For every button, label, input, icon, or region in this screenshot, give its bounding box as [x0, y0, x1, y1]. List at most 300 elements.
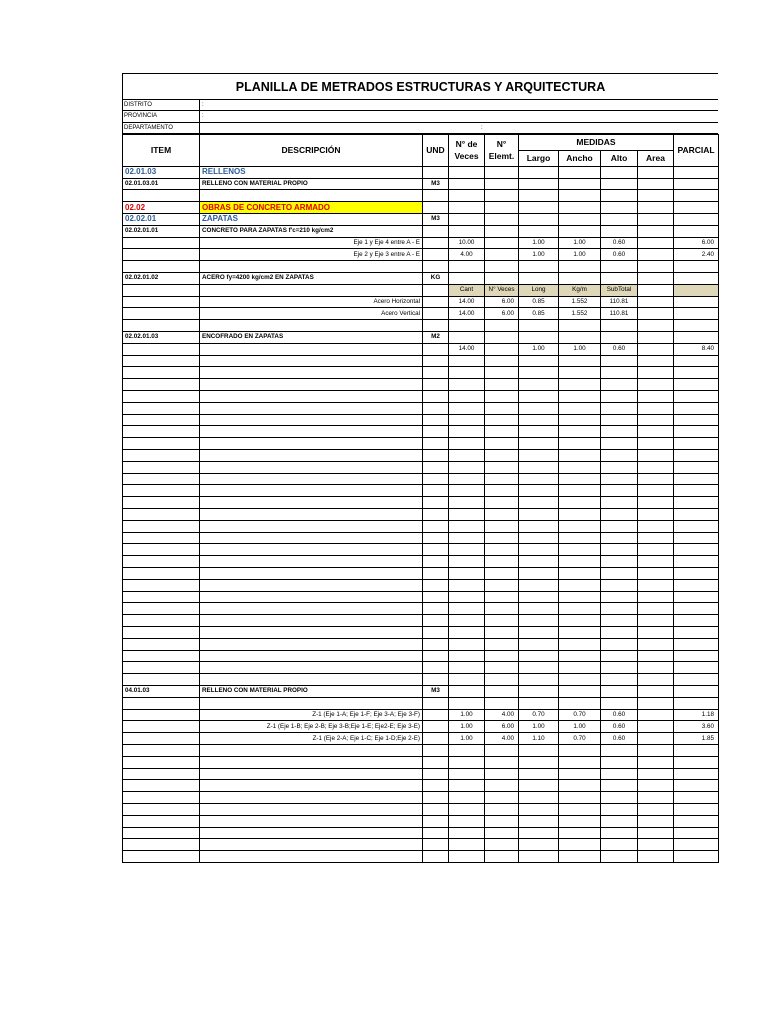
cell-ancho: [559, 485, 601, 497]
cell-ancho: 1.552: [559, 308, 601, 320]
cell-desc: [200, 438, 423, 450]
cell-parcial: [674, 166, 719, 178]
cell-veces: [449, 473, 485, 485]
cell-und: [423, 744, 449, 756]
info-colon: :: [202, 113, 204, 120]
cell-alto: [601, 450, 638, 462]
cell-area: [638, 650, 674, 662]
cell-ancho: [559, 450, 601, 462]
cell-parcial: [674, 579, 719, 591]
cell-parcial: [674, 768, 719, 780]
cell-parcial: [674, 650, 719, 662]
table-row: [123, 685, 719, 697]
cell-und: [423, 202, 449, 214]
cell-ancho: [559, 402, 601, 414]
cell-veces: [449, 851, 485, 863]
cell-parcial: [674, 756, 719, 768]
table-row: [123, 650, 719, 662]
table-row: [123, 438, 719, 450]
cell-und: [423, 284, 449, 296]
table-row: [123, 202, 719, 214]
cell-item: [123, 744, 200, 756]
cell-item: [123, 579, 200, 591]
cell-alto: [601, 225, 638, 237]
cell-largo: 1.00: [519, 343, 559, 355]
cell-ancho: [559, 166, 601, 178]
cell-veces: [449, 225, 485, 237]
cell-item: [123, 284, 200, 296]
table-row: [123, 638, 719, 650]
cell-veces: 1.00: [449, 709, 485, 721]
cell-area: [638, 166, 674, 178]
cell-item: [123, 615, 200, 627]
cell-parcial: [674, 615, 719, 627]
cell-desc: [200, 520, 423, 532]
cell-elem: [485, 685, 519, 697]
cell-desc: [200, 827, 423, 839]
cell-elem: [485, 261, 519, 273]
cell-elem: [485, 214, 519, 226]
cell-veces: [449, 190, 485, 202]
metrados-sheet: [122, 73, 718, 863]
cell-largo: [519, 638, 559, 650]
cell-veces: [449, 261, 485, 273]
cell-largo: [519, 426, 559, 438]
table-row: [123, 273, 719, 285]
cell-veces: [449, 768, 485, 780]
cell-ancho: [559, 509, 601, 521]
cell-elem: [485, 332, 519, 344]
cell-veces: [449, 214, 485, 226]
cell-veces: [449, 579, 485, 591]
table-row: [123, 709, 719, 721]
cell-ancho: [559, 803, 601, 815]
cell-elem: 6.00: [485, 296, 519, 308]
cell-largo: [519, 662, 559, 674]
header-item: ITEM: [123, 134, 200, 166]
cell-item: 04.01.03: [123, 685, 200, 697]
cell-item: [123, 450, 200, 462]
cell-largo: [519, 744, 559, 756]
cell-elem: [485, 674, 519, 686]
cell-largo: [519, 414, 559, 426]
cell-und: [423, 733, 449, 745]
cell-largo: 1.10: [519, 733, 559, 745]
cell-item: [123, 414, 200, 426]
cell-parcial: [674, 520, 719, 532]
cell-item: [123, 438, 200, 450]
cell-ancho: [559, 674, 601, 686]
cell-elem: 6.00: [485, 308, 519, 320]
cell-parcial: [674, 603, 719, 615]
cell-veces: Cant: [449, 284, 485, 296]
cell-area: [638, 450, 674, 462]
cell-desc: OBRAS DE CONCRETO ARMADO: [200, 202, 423, 214]
cell-desc: [200, 650, 423, 662]
cell-ancho: [559, 638, 601, 650]
cell-und: [423, 402, 449, 414]
cell-area: [638, 733, 674, 745]
cell-area: [638, 473, 674, 485]
cell-area: [638, 402, 674, 414]
cell-item: [123, 509, 200, 521]
cell-largo: [519, 780, 559, 792]
cell-und: [423, 473, 449, 485]
cell-und: [423, 567, 449, 579]
cell-item: [123, 320, 200, 332]
cell-desc: [200, 320, 423, 332]
cell-alto: [601, 402, 638, 414]
cell-desc: [200, 744, 423, 756]
cell-veces: [449, 839, 485, 851]
cell-item: [123, 343, 200, 355]
cell-elem: [485, 178, 519, 190]
cell-area: [638, 520, 674, 532]
header-parcial: PARCIAL: [674, 134, 719, 166]
cell-veces: [449, 355, 485, 367]
cell-desc: [200, 426, 423, 438]
cell-elem: [485, 544, 519, 556]
cell-alto: [601, 815, 638, 827]
cell-parcial: 1.85: [674, 733, 719, 745]
cell-elem: [485, 567, 519, 579]
table-row: [123, 355, 719, 367]
cell-alto: [601, 544, 638, 556]
cell-ancho: [559, 744, 601, 756]
cell-veces: [449, 426, 485, 438]
cell-largo: [519, 544, 559, 556]
cell-desc: [200, 567, 423, 579]
cell-und: [423, 379, 449, 391]
cell-veces: [449, 497, 485, 509]
cell-alto: [601, 178, 638, 190]
table-row: [123, 332, 719, 344]
cell-area: [638, 839, 674, 851]
table-row: [123, 756, 719, 768]
cell-parcial: [674, 532, 719, 544]
cell-elem: [485, 815, 519, 827]
cell-veces: [449, 815, 485, 827]
cell-area: [638, 662, 674, 674]
cell-alto: [601, 355, 638, 367]
cell-largo: [519, 532, 559, 544]
cell-elem: [485, 355, 519, 367]
table-row: [123, 792, 719, 804]
cell-area: [638, 367, 674, 379]
cell-area: [638, 438, 674, 450]
cell-largo: [519, 626, 559, 638]
cell-item: [123, 638, 200, 650]
cell-item: [123, 792, 200, 804]
cell-und: [423, 792, 449, 804]
header-elem: [485, 134, 519, 166]
cell-elem: [485, 662, 519, 674]
cell-veces: [449, 414, 485, 426]
cell-area: [638, 626, 674, 638]
cell-alto: [601, 780, 638, 792]
cell-veces: 14.00: [449, 343, 485, 355]
cell-desc: [200, 544, 423, 556]
cell-elem: [485, 638, 519, 650]
cell-area: [638, 249, 674, 261]
cell-und: M3: [423, 685, 449, 697]
cell-ancho: 1.552: [559, 296, 601, 308]
cell-elem: [485, 426, 519, 438]
cell-und: [423, 485, 449, 497]
cell-elem: [485, 851, 519, 863]
cell-ancho: [559, 473, 601, 485]
cell-elem: [485, 202, 519, 214]
cell-veces: [449, 662, 485, 674]
cell-area: [638, 744, 674, 756]
cell-veces: [449, 685, 485, 697]
table-row: [123, 615, 719, 627]
cell-ancho: [559, 603, 601, 615]
cell-parcial: [674, 674, 719, 686]
info-row-distrito: [122, 100, 718, 111]
cell-ancho: [559, 839, 601, 851]
cell-parcial: [674, 414, 719, 426]
cell-desc: [200, 697, 423, 709]
cell-area: [638, 591, 674, 603]
cell-parcial: [674, 202, 719, 214]
cell-largo: [519, 827, 559, 839]
table-row: [123, 261, 719, 273]
cell-alto: [601, 567, 638, 579]
cell-und: [423, 391, 449, 403]
cell-parcial: [674, 379, 719, 391]
cell-desc: CONCRETO PARA ZAPATAS f'c=210 kg/cm2: [200, 225, 423, 237]
cell-desc: ZAPATAS: [200, 214, 423, 226]
cell-desc: Eje 1 y Eje 4 entre A - E: [200, 237, 423, 249]
cell-largo: [519, 839, 559, 851]
cell-area: [638, 780, 674, 792]
cell-elem: [485, 391, 519, 403]
cell-item: 02.02.01.02: [123, 273, 200, 285]
cell-und: [423, 532, 449, 544]
cell-alto: 0.60: [601, 709, 638, 721]
table-row: [123, 591, 719, 603]
header-veces-line2: Veces: [454, 151, 479, 162]
cell-item: [123, 190, 200, 202]
cell-elem: [485, 603, 519, 615]
cell-und: [423, 343, 449, 355]
table-row: [123, 626, 719, 638]
cell-area: [638, 225, 674, 237]
cell-parcial: [674, 296, 719, 308]
cell-parcial: [674, 367, 719, 379]
cell-alto: 0.60: [601, 733, 638, 745]
cell-elem: [485, 320, 519, 332]
cell-desc: [200, 284, 423, 296]
info-row-departamento: [122, 123, 718, 134]
cell-largo: [519, 603, 559, 615]
cell-veces: [449, 827, 485, 839]
cell-und: [423, 355, 449, 367]
table-row: [123, 414, 719, 426]
cell-largo: [519, 615, 559, 627]
cell-und: [423, 768, 449, 780]
cell-parcial: [674, 273, 719, 285]
cell-area: [638, 308, 674, 320]
cell-ancho: [559, 650, 601, 662]
cell-veces: [449, 615, 485, 627]
cell-area: [638, 815, 674, 827]
header-ancho: Ancho: [559, 150, 601, 166]
cell-parcial: [674, 284, 719, 296]
cell-ancho: Kg/m: [559, 284, 601, 296]
cell-veces: [449, 591, 485, 603]
info-divider: [199, 100, 200, 110]
table-row: [123, 721, 719, 733]
cell-und: [423, 225, 449, 237]
cell-parcial: [674, 556, 719, 568]
header-und: UND: [423, 134, 449, 166]
cell-veces: [449, 402, 485, 414]
cell-ancho: [559, 520, 601, 532]
cell-desc: ACERO fy=4200 kg/cm2 EN ZAPATAS: [200, 273, 423, 285]
cell-elem: [485, 249, 519, 261]
cell-parcial: [674, 803, 719, 815]
cell-parcial: [674, 438, 719, 450]
cell-veces: 14.00: [449, 308, 485, 320]
table-row: [123, 815, 719, 827]
cell-und: [423, 308, 449, 320]
cell-desc: RELLENO CON MATERIAL PROPIO: [200, 178, 423, 190]
cell-desc: [200, 473, 423, 485]
cell-item: [123, 567, 200, 579]
cell-alto: [601, 190, 638, 202]
cell-largo: [519, 579, 559, 591]
cell-item: [123, 402, 200, 414]
cell-parcial: [674, 485, 719, 497]
cell-ancho: [559, 225, 601, 237]
cell-elem: 4.00: [485, 709, 519, 721]
cell-desc: [200, 638, 423, 650]
cell-veces: [449, 756, 485, 768]
cell-item: [123, 473, 200, 485]
cell-und: [423, 662, 449, 674]
table-row: [123, 284, 719, 296]
cell-elem: [485, 190, 519, 202]
cell-parcial: [674, 662, 719, 674]
cell-elem: [485, 792, 519, 804]
info-divider: [199, 123, 200, 133]
cell-alto: [601, 532, 638, 544]
cell-area: [638, 190, 674, 202]
cell-elem: [485, 532, 519, 544]
cell-ancho: [559, 626, 601, 638]
cell-ancho: [559, 414, 601, 426]
header-medidas: MEDIDAS: [519, 134, 674, 150]
table-row: [123, 674, 719, 686]
cell-elem: [485, 438, 519, 450]
cell-item: [123, 261, 200, 273]
info-row-provincia: [122, 111, 718, 122]
cell-ancho: [559, 532, 601, 544]
cell-parcial: [674, 473, 719, 485]
cell-ancho: 0.70: [559, 709, 601, 721]
cell-desc: [200, 815, 423, 827]
cell-elem: [485, 697, 519, 709]
cell-alto: 0.60: [601, 721, 638, 733]
cell-largo: [519, 438, 559, 450]
metrados-table: [122, 134, 719, 863]
cell-und: [423, 815, 449, 827]
cell-alto: [601, 603, 638, 615]
cell-veces: [449, 332, 485, 344]
cell-elem: [485, 827, 519, 839]
cell-und: [423, 851, 449, 863]
cell-desc: Acero Horizontal: [200, 296, 423, 308]
cell-und: [423, 603, 449, 615]
cell-alto: [601, 851, 638, 863]
cell-desc: [200, 768, 423, 780]
cell-item: [123, 591, 200, 603]
cell-elem: [485, 756, 519, 768]
cell-alto: [601, 768, 638, 780]
cell-item: [123, 603, 200, 615]
header-veces-line1: N° de: [455, 139, 478, 150]
cell-area: [638, 355, 674, 367]
cell-item: [123, 721, 200, 733]
cell-largo: 1.00: [519, 249, 559, 261]
cell-desc: [200, 839, 423, 851]
cell-elem: [485, 450, 519, 462]
cell-desc: [200, 379, 423, 391]
cell-parcial: 1.18: [674, 709, 719, 721]
cell-ancho: [559, 497, 601, 509]
cell-item: [123, 803, 200, 815]
cell-area: [638, 414, 674, 426]
cell-largo: Long: [519, 284, 559, 296]
table-row: [123, 556, 719, 568]
cell-veces: 14.00: [449, 296, 485, 308]
cell-item: [123, 780, 200, 792]
cell-item: [123, 391, 200, 403]
table-row: [123, 166, 719, 178]
cell-veces: [449, 650, 485, 662]
cell-area: [638, 178, 674, 190]
cell-area: [638, 261, 674, 273]
cell-elem: [485, 556, 519, 568]
sheet-title: PLANILLA DE METRADOS ESTRUCTURAS Y ARQUITECTURA: [122, 73, 718, 100]
cell-alto: [601, 497, 638, 509]
cell-area: [638, 721, 674, 733]
cell-largo: [519, 815, 559, 827]
cell-parcial: [674, 544, 719, 556]
header-area: Area: [638, 150, 674, 166]
cell-largo: [519, 225, 559, 237]
cell-largo: [519, 178, 559, 190]
cell-veces: [449, 367, 485, 379]
cell-veces: [449, 438, 485, 450]
cell-veces: [449, 379, 485, 391]
cell-desc: Z-1 (Eje 1-A; Eje 1-F; Eje 3-A; Eje 3-F): [200, 709, 423, 721]
cell-largo: [519, 591, 559, 603]
table-row: [123, 567, 719, 579]
cell-desc: RELLENO CON MATERIAL PROPIO: [200, 685, 423, 697]
cell-ancho: [559, 178, 601, 190]
table-row: [123, 603, 719, 615]
cell-veces: [449, 674, 485, 686]
cell-parcial: [674, 402, 719, 414]
table-row: [123, 379, 719, 391]
table-row: [123, 851, 719, 863]
cell-item: [123, 815, 200, 827]
header-descripcion: DESCRIPCIÓN: [200, 134, 423, 166]
cell-alto: [601, 744, 638, 756]
